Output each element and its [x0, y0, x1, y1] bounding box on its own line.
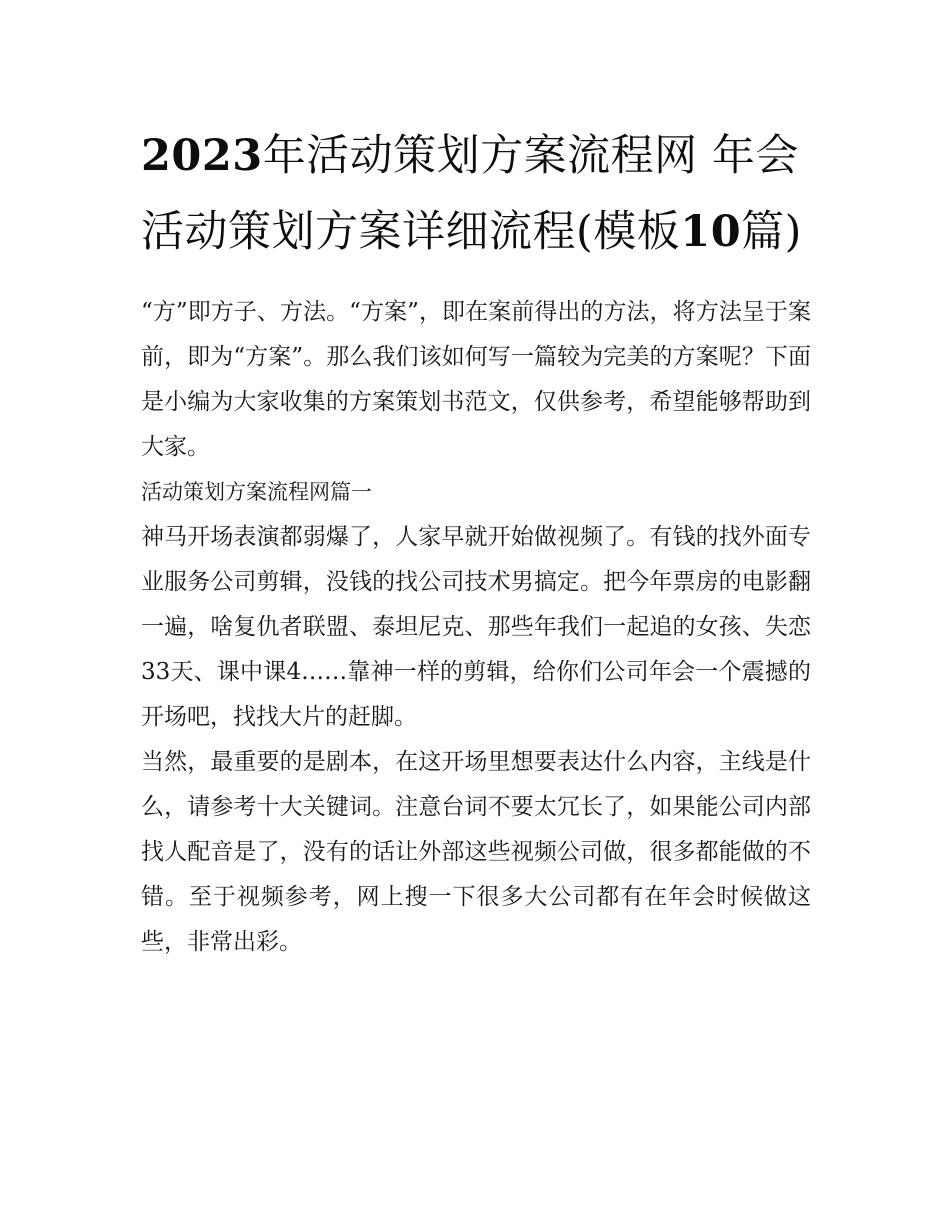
document-body: [141, 290, 811, 965]
section-heading: 活动策划方案流程网篇一: [141, 480, 372, 504]
title-number: 10: [680, 207, 742, 257]
document-content: [141, 118, 811, 965]
body-paragraph-1: 神马开场表演都弱爆了，人家早就开始做视频了。有钱的找外面专业服务公司剪辑，没钱的找公司技术男搞定。把今年票房的电影翻一遍，啥复仇者联盟、泰坦尼克、那些年我们一起追的女孩、失恋33天、课中课4……靠神一样的剪辑，给你们公司年会一个震撼的开场吧，找找大片的赶脚。: [141, 524, 811, 730]
body-paragraph-2: 当然，最重要的是剧本，在这开场里想要表达什么内容，主线是什么，请参考十大关键词。注意台词不要太冗长了，如果能公司内部找人配音是了，没有的话让外部这些视频公司做，很多都能做的不错。至于视频参考，网上搜一下很多大公司都有在年会时候做这些，非常出彩。: [141, 749, 811, 955]
document-title: 2023年活动策划方案流程网 年会活动策划方案详细流程(模板10篇): [141, 131, 802, 257]
title-number: 2023: [141, 131, 263, 181]
intro-paragraph: “方”即方子、方法。“方案”，即在案前得出的方法，将方法呈于案前，即为“方案”。那么我们该如何写一篇较为完美的方案呢？下面是小编为大家收集的方案策划书范文，仅供参考，希望能够帮助到大家。: [141, 299, 811, 460]
